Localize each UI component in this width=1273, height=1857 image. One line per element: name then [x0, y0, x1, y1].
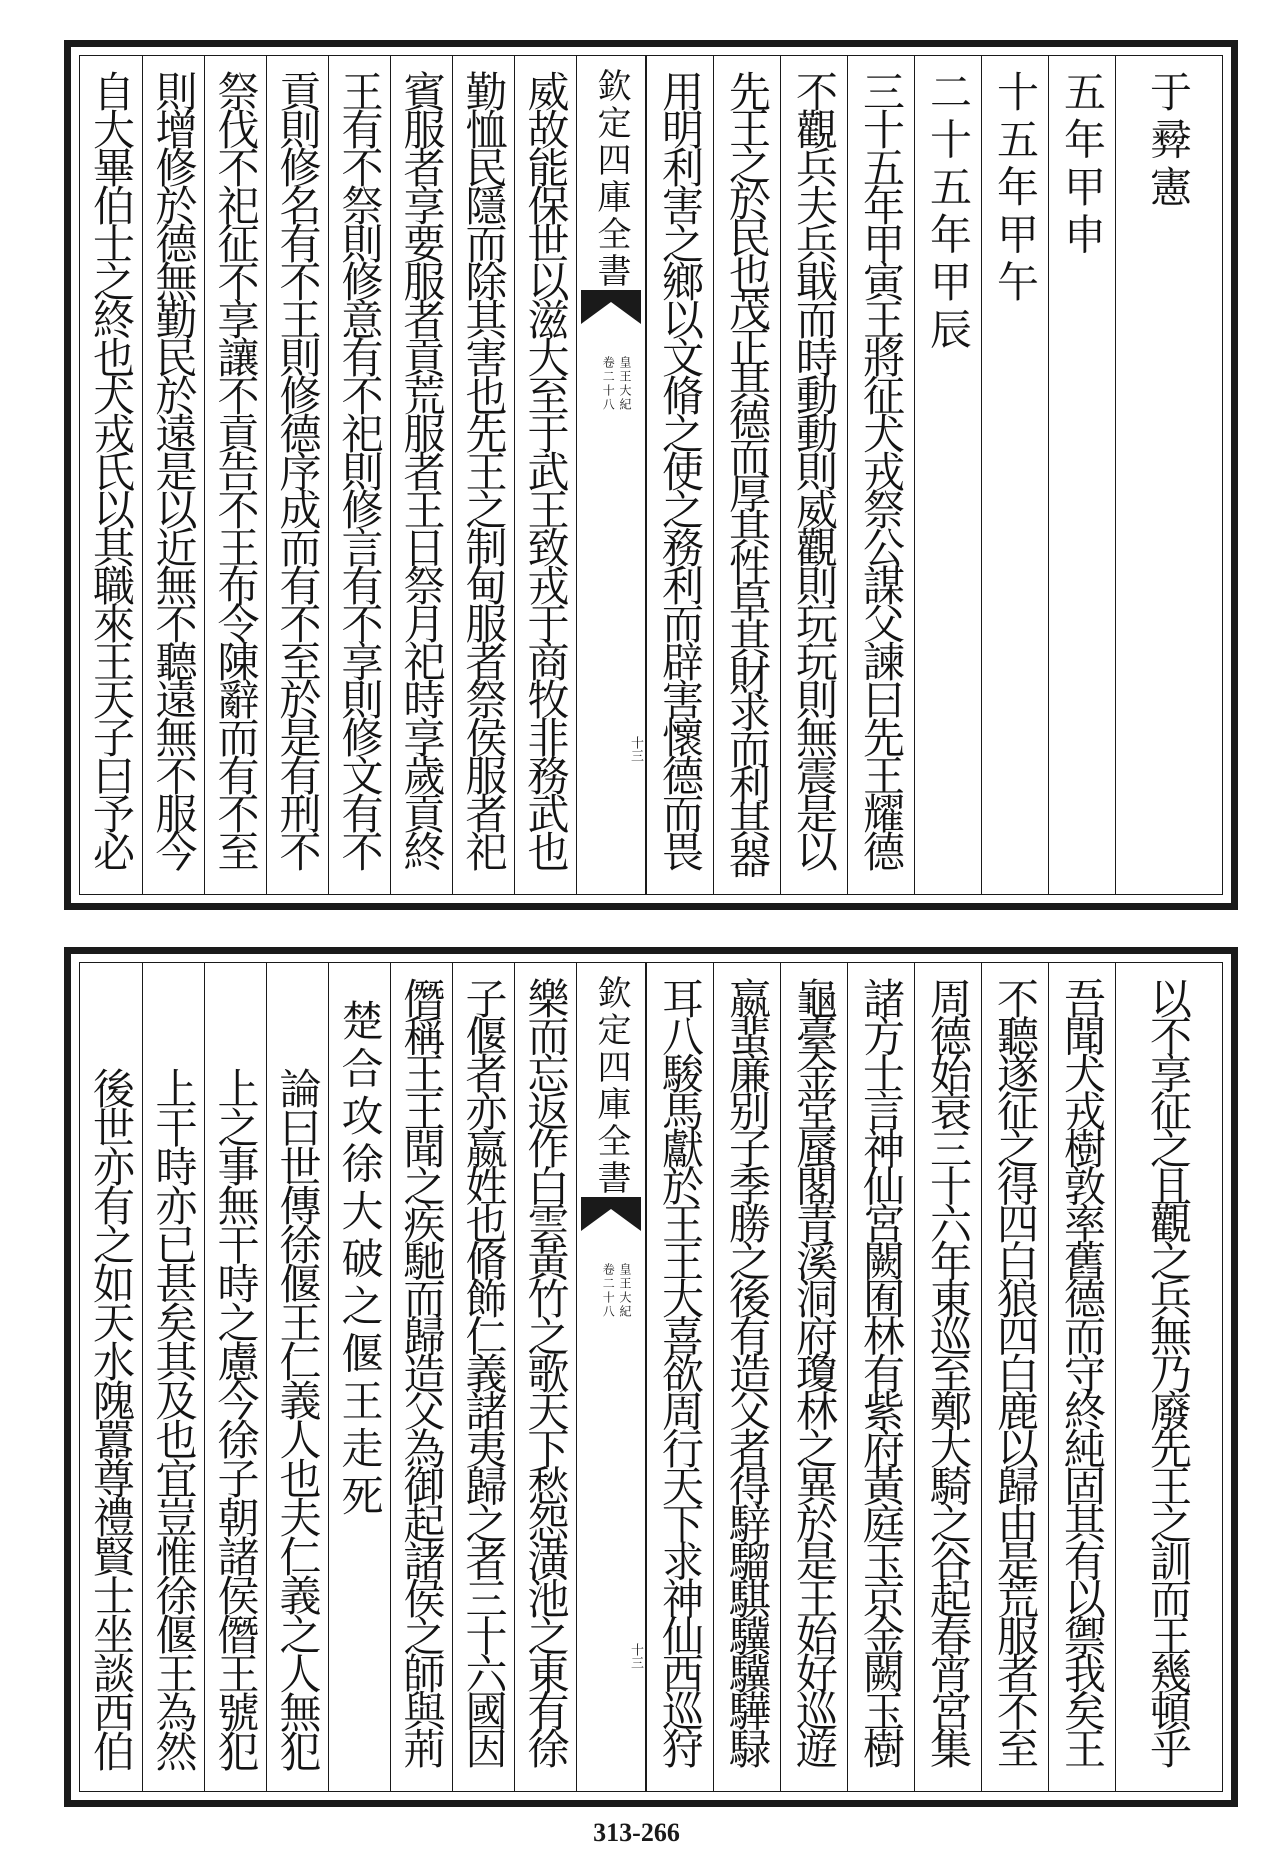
text-column: [204, 963, 266, 1791]
folio-number: 十三: [628, 1643, 643, 1669]
text-column: [914, 963, 981, 1791]
column-text: 上干時亦已甚矣其及也宜豈惟徐偃王為然: [149, 1067, 199, 1769]
column-text: 僭稱王王聞之疾馳而歸造父為御起諸侯之師與荊: [397, 977, 447, 1765]
column-text: 先王之於民也茂正其德而厚其性阜其財求而利其器: [723, 70, 772, 873]
bottom-page-panel: [64, 947, 1238, 1807]
column-text: 十五年甲午: [991, 70, 1040, 308]
text-column: [266, 963, 328, 1791]
text-column: [514, 56, 576, 894]
text-column: [204, 56, 266, 894]
column-text: 後世亦有之如天水隗囂尊禮賢士坐談西伯: [87, 1067, 136, 1769]
column-text: 樂而忘返作白雲黃竹之歌天下愁怨潢池之東有徐: [521, 977, 571, 1765]
column-text: 論曰世傳徐偃王仁義人也夫仁義之人無犯: [273, 1067, 323, 1769]
text-column: [914, 56, 981, 894]
column-text: 則增修於德無勤民於遠是以近無不聽遠無不服今: [149, 70, 199, 868]
text-column: [780, 963, 847, 1791]
text-column: [328, 963, 390, 1791]
column-text: 貢則修名有不王則修德序成而有不至於是有刑不: [273, 70, 323, 868]
column-text: 嬴蜚廉别子季勝之後有造父者得騂騮騏驥驥驊騄: [723, 977, 772, 1765]
column-text: 王有不祭則修意有不祀則修言有不享則修文有不: [335, 70, 385, 868]
column-text: 子偃者亦嬴姓也脩飾仁義諸夷歸之者三十六國因: [459, 977, 509, 1765]
column-text: 龜臺金堂蜃閣青溪洞府瓊林之異於是王始好巡遊: [790, 977, 839, 1765]
text-column: [780, 56, 847, 894]
text-column: [390, 56, 452, 894]
text-column: [390, 963, 452, 1791]
column-text: 二十五年甲辰: [924, 70, 973, 355]
text-column: [1048, 56, 1115, 894]
column-text: 不聽遂征之得四白狼四白鹿以歸由是荒服者不至: [991, 977, 1040, 1765]
book-title: 欽定四庫全書: [591, 975, 631, 1197]
text-column: [452, 963, 514, 1791]
text-column: [713, 963, 780, 1791]
column-text: 自大畢伯士之終也犬戎氏以其職來王天子曰予必: [87, 70, 136, 868]
text-column: [142, 963, 204, 1791]
fish-tail-ornament: [581, 290, 641, 324]
text-column: [452, 56, 514, 894]
column-text: 以不享征之且觀之兵無乃廢先王之訓而王幾頓乎: [1144, 977, 1193, 1765]
text-column: [1115, 963, 1220, 1791]
text-column: [266, 56, 328, 894]
text-column: [646, 56, 713, 894]
text-column: [80, 56, 142, 894]
bottom-page-frame: [79, 962, 1223, 1792]
center-fold: [576, 963, 646, 1791]
column-text: 于彛憲: [1144, 70, 1193, 213]
column-text: 楚合攻徐大破之偃王走死: [335, 999, 385, 1522]
top-page-panel: [64, 40, 1238, 910]
text-column: [514, 963, 576, 1791]
text-column: [847, 963, 914, 1791]
column-text: 勤恤民隱而除其害也先王之制甸服者祭侯服者祀: [459, 70, 509, 868]
column-text: 五年甲申: [1058, 70, 1107, 260]
column-text: 吾聞犬戎樹敦率舊德而守終純固其有以禦我矣王: [1058, 977, 1107, 1765]
text-column: [981, 963, 1048, 1791]
center-fold: [576, 56, 646, 894]
text-column: [646, 963, 713, 1791]
column-text: 諸方士言神仙宮闕囿林有紫府黃庭玉京金闕玉樹: [857, 977, 906, 1765]
volume-subtitle: 皇王大紀 卷二十八: [601, 1263, 632, 1319]
top-page-frame: [79, 55, 1223, 895]
column-text: 耳八駿馬獻於王王大喜欲周行天下求神仙西巡狩: [656, 977, 705, 1765]
folio-number: 十三: [628, 736, 643, 762]
text-column: [981, 56, 1048, 894]
column-text: 三十五年甲寅王將征犬戎祭公謀父諫曰先王耀德: [857, 70, 906, 868]
volume-subtitle: 皇王大紀 卷二十八: [601, 356, 632, 412]
column-text: 用明利害之鄉以文脩之使之務利而辟害懷德而畏: [656, 70, 705, 868]
text-column: [1115, 56, 1220, 894]
column-text: 祭伐不祀征不享讓不貢告不王布令陳辭而有不至: [211, 70, 261, 868]
text-column: [80, 963, 142, 1791]
column-text: 威故能保世以滋大至于武王致戎于商牧非務武也: [521, 70, 571, 868]
column-text: 賓服者享要服者貢荒服者王日祭月祀時享歲貢終: [397, 70, 447, 868]
text-column: [847, 56, 914, 894]
column-text: 不觀兵夫兵戢而時動動則威觀則玩玩則無震是以: [790, 70, 839, 868]
book-title: 欽定四庫全書: [591, 68, 631, 290]
text-column: [142, 56, 204, 894]
text-column: [1048, 963, 1115, 1791]
page-code: 313-266: [593, 1818, 680, 1847]
column-text: 上之事無干時之慮今徐子朝諸侯僭王號犯: [211, 1067, 261, 1769]
text-column: [328, 56, 390, 894]
column-text: 周德始衰三十六年東巡至鄭大騎之谷起春宵宮集: [924, 977, 973, 1765]
fish-tail-ornament: [581, 1197, 641, 1231]
text-column: [713, 56, 780, 894]
